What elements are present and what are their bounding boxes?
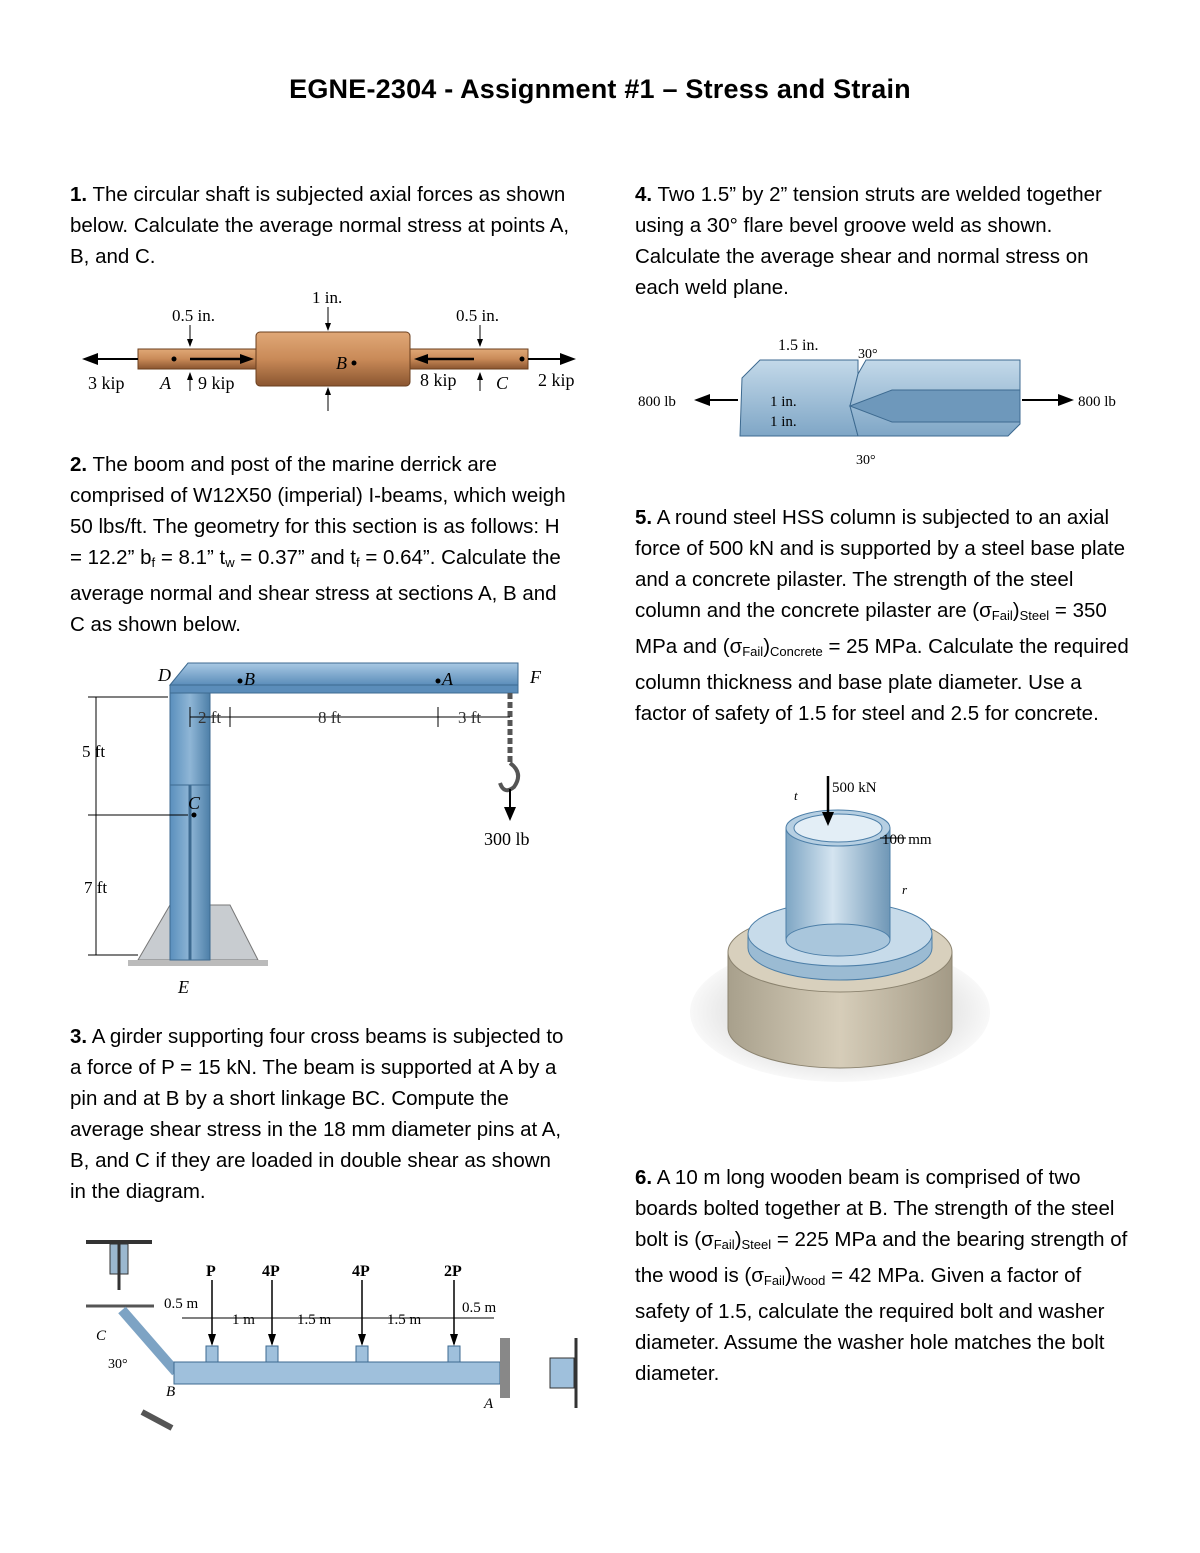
load-label-4p: 4P [352, 1263, 370, 1280]
page-title: EGNE-2304 - Assignment #1 – Stress and Strain [289, 74, 911, 104]
problem-text: A girder supporting four cross beams is subjected to a force of P = 15 kN. The beam is supported at A by a pin and at B by a short linkage BC. Compute the average shear stress in the 18 mm diameter pins at A, B, and C if they are loaded in double shear as shown in the diagram. [70, 1025, 564, 1203]
force-right-label: 2 kip [538, 370, 575, 390]
angle-label: 30° [108, 1357, 128, 1372]
shaft-center-segment [256, 332, 410, 386]
label-f: F [530, 667, 541, 687]
h1-label: 1 in. [770, 394, 797, 410]
force-left-label: 800 lb [638, 394, 676, 410]
label-e: E [178, 977, 189, 997]
shaft-figure [70, 285, 590, 415]
label-a: A [442, 669, 453, 689]
problem-number: 1. [70, 183, 88, 206]
dim-label: 0.5 m [164, 1296, 199, 1312]
subscript: Fail [991, 608, 1013, 623]
arrow-right-icon [560, 353, 576, 365]
thickness-label: t [794, 788, 798, 803]
problem-number: 2. [70, 453, 88, 476]
problem-text-part: ) [784, 1264, 792, 1287]
load-arrow-icon [504, 807, 516, 821]
load-label-p: P [206, 1263, 216, 1280]
dim-right-label: 0.5 in. [456, 306, 499, 325]
problem-number: 5. [635, 506, 653, 529]
problem-text-part: = 0.64”. Calculate the average normal and shear stress at sections A, B and C as shown below. [70, 546, 561, 636]
problem-number: 4. [635, 183, 653, 206]
girder [174, 1362, 500, 1384]
problem-number: 6. [635, 1166, 653, 1189]
dim-label: 1.5 m [387, 1312, 422, 1328]
arrow-left-icon [82, 353, 98, 365]
weld-figure [638, 330, 1138, 470]
subscript: Steel [1019, 608, 1050, 623]
point-a-label: A [160, 373, 171, 393]
dim-5ft-label: 5 ft [82, 742, 106, 761]
problem-text-part: A round steel HSS column is subjected to an axial force of 500 kN and is supported by a steel base plate and a concrete pilaster. The strength of the steel column and the concrete pilaster are (σ [635, 506, 1126, 622]
load-label-4p: 4P [262, 1263, 280, 1280]
derrick-boom [170, 663, 518, 685]
h2-label: 1 in. [770, 414, 797, 430]
problem-text: Two 1.5” by 2” tension struts are welded together using a 30° flare bevel groove weld as shown. Calculate the average shear and normal stress on each weld plane. [635, 183, 1102, 299]
subscript: f [151, 555, 156, 570]
dim-center-label: 1 in. [312, 288, 343, 307]
subscript: Fail [713, 1237, 735, 1252]
link-bc [122, 1310, 176, 1372]
subscript: f [356, 555, 360, 570]
force-9kip-label: 9 kip [198, 373, 235, 393]
problem-text-part: ) [734, 1228, 742, 1251]
problem-5 [635, 502, 1135, 729]
label-c: C [96, 1328, 107, 1344]
problem-text-part: = 0.37” and t [234, 546, 356, 569]
problem-1 [70, 179, 570, 272]
label-b: B [244, 669, 255, 689]
problem-6 [635, 1162, 1140, 1389]
subscript: Concrete [770, 644, 823, 659]
label-d: D [158, 665, 171, 685]
problem-3 [70, 1021, 570, 1207]
subscript: Steel [741, 1237, 772, 1252]
force-8kip-label: 8 kip [420, 370, 457, 390]
problem-2 [70, 449, 570, 640]
subscript: Wood [791, 1273, 826, 1288]
dim-3ft-label: 3 ft [458, 708, 482, 727]
problem-text-part: = 42 MPa. Given a factor of safety of 1.5, calculate the required bolt and washer diameter. Assume the washer hole matches the bolt diameter. [635, 1264, 1105, 1385]
point-b-label: B [336, 353, 347, 373]
column-figure [690, 772, 990, 1092]
problem-text-part: ) [763, 635, 771, 658]
load-label: 300 lb [484, 829, 530, 849]
label-c: C [188, 793, 201, 813]
label-b: B [166, 1384, 176, 1400]
problem-number: 3. [70, 1025, 88, 1048]
label-a: A [484, 1396, 494, 1412]
girder-figure [82, 1228, 592, 1438]
force-right-label: 800 lb [1078, 394, 1116, 410]
problem-text-part: = 350 MPa and (σ [635, 599, 1107, 658]
problem-text-part: A 10 m long wooden beam is comprised of two boards bolted together at B. The strength of the steel bolt is (σ [635, 1166, 1115, 1251]
problem-4 [635, 179, 1105, 303]
derrick-figure [78, 655, 558, 1005]
subscript: Fail [763, 1273, 785, 1288]
arrow-left-icon [694, 394, 710, 406]
angle-top-label: 30° [858, 347, 878, 362]
problem-text-part: ) [1012, 599, 1020, 622]
problem-text-part: = 225 MPa and the bearing strength of the wood is (σ [635, 1228, 1128, 1287]
subscript: Fail [742, 644, 764, 659]
load-arrow-icon [358, 1334, 366, 1346]
load-label-2p: 2P [444, 1263, 462, 1280]
arrow-right-icon [1058, 394, 1074, 406]
width-label: 1.5 in. [778, 337, 819, 354]
problem-text: The circular shaft is subjected axial forces as shown below. Calculate the average normal stress at points A, B, and C. [70, 183, 570, 268]
dim-left-label: 0.5 in. [172, 306, 215, 325]
angle-bottom-label: 30° [856, 453, 876, 468]
radius-label: r [902, 882, 908, 897]
dim-label: 1 m [232, 1312, 255, 1328]
problem-text-part: The boom and post of the marine derrick are comprised of W12X50 (imperial) I-beams, which weigh 50 lbs/ft. The geometry for this section is as follows: H = 12.2” b [70, 453, 566, 569]
dim-label: 0.5 m [462, 1300, 497, 1316]
subscript: w [225, 555, 235, 570]
dim-8ft-label: 8 ft [318, 708, 342, 727]
dim-label: 1.5 m [297, 1312, 332, 1328]
load-arrow-icon [268, 1334, 276, 1346]
problem-text-part: = 25 MPa. Calculate the required column thickness and base plate diameter. Use a factor of safety of 1.5 for steel and 2.5 for concrete. [635, 635, 1129, 725]
force-left-label: 3 kip [88, 373, 125, 393]
dim-7ft-label: 7 ft [84, 878, 108, 897]
problem-text-part: = 8.1” t [155, 546, 226, 569]
load-arrow-icon [450, 1334, 458, 1346]
diameter-label: 100 mm [882, 832, 932, 848]
load-arrow-icon [208, 1334, 216, 1346]
hook-icon [500, 763, 518, 790]
dim-2ft-label: 2 ft [198, 708, 222, 727]
point-c-label: C [496, 373, 509, 393]
strut-left [740, 360, 858, 436]
load-label: 500 kN [832, 780, 877, 796]
